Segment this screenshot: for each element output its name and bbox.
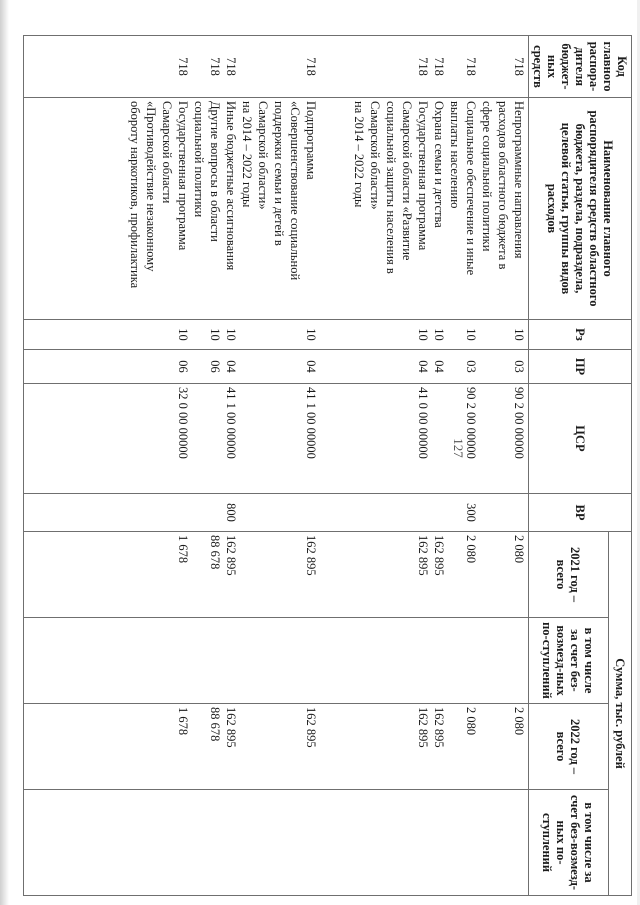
free-2021-cell	[24, 618, 529, 704]
pr-line	[350, 353, 366, 380]
y2022-total-line: 162 895	[224, 707, 238, 748]
header-2021-total: 2021 год – всего	[529, 532, 609, 618]
y2021-free-line	[366, 621, 382, 700]
pr-line	[382, 353, 398, 380]
csr-line	[126, 387, 142, 490]
csr-line	[270, 387, 286, 490]
code-cell	[24, 36, 529, 98]
pr-line	[238, 353, 254, 380]
vr-line	[398, 497, 414, 528]
code-line	[318, 39, 334, 94]
name-line: Иные бюджетные ассигнования	[224, 101, 238, 271]
name-line: сфере социальной политики	[480, 101, 494, 252]
code-line	[478, 39, 494, 94]
vr-line	[366, 497, 382, 528]
y2022-free-line	[334, 793, 350, 892]
y2021-total-line: 162 895	[432, 535, 446, 576]
vr-line	[190, 497, 206, 528]
y2021-free-line	[206, 621, 222, 700]
y2021-free-line	[350, 621, 366, 700]
y2022-total-line	[382, 707, 398, 786]
header-vr: ВР	[529, 494, 632, 532]
y2022-total-line	[190, 707, 206, 786]
csr-line	[334, 387, 350, 490]
y2022-free-line	[142, 793, 158, 892]
y2022-free-line	[446, 793, 462, 892]
code-line	[334, 39, 350, 94]
y2022-total-line: 162 895	[416, 707, 430, 748]
csr-line	[398, 387, 414, 490]
rz-line	[254, 323, 270, 346]
y2022-total-line	[126, 707, 142, 786]
csr-line: 41 0 00 00000	[416, 387, 430, 459]
y2022-free-line	[318, 793, 334, 892]
budget-table	[23, 35, 632, 896]
y2021-total-line	[366, 535, 382, 614]
pr-line	[398, 353, 414, 380]
rz-line	[446, 323, 462, 346]
rz-cell	[24, 320, 529, 350]
y2021-free-line	[318, 621, 334, 700]
y2021-free-line	[142, 621, 158, 700]
code-line	[446, 39, 462, 94]
name-line: выплаты населению	[448, 101, 462, 209]
csr-line: 90 2 00 00000	[464, 387, 478, 459]
vr-line	[206, 497, 222, 528]
pr-line: 03	[512, 360, 526, 373]
y2021-free-line	[334, 621, 350, 700]
y2022-total-line: 2 080	[512, 707, 526, 736]
name-line: на 2014 – 2022 годы	[352, 101, 366, 208]
y2022-free-line	[158, 793, 174, 892]
pr-line	[334, 353, 350, 380]
vr-line	[286, 497, 302, 528]
rz-line	[334, 323, 350, 346]
vr-line	[318, 497, 334, 528]
y2021-total-line: 162 895	[304, 535, 318, 576]
y2021-total-line: 2 080	[464, 535, 478, 564]
y2021-free-line	[254, 621, 270, 700]
y2022-total-line: 162 895	[432, 707, 446, 748]
csr-line: 32 0 00 00000	[176, 387, 190, 459]
y2021-free-line	[270, 621, 286, 700]
table-body	[24, 36, 529, 896]
y2021-total-line	[334, 535, 350, 614]
y2022-free-line	[478, 793, 494, 892]
y2021-total-line	[270, 535, 286, 614]
vr-line	[158, 497, 174, 528]
vr-line	[174, 497, 190, 528]
y2021-free-line	[158, 621, 174, 700]
pr-cell	[24, 350, 529, 384]
y2021-free-line	[446, 621, 462, 700]
code-line: 718	[416, 57, 430, 76]
y2022-free-line	[430, 793, 446, 892]
vr-line: 800	[224, 503, 238, 522]
name-line: социальной защиты населения в	[384, 101, 398, 274]
y2021-free-line	[238, 621, 254, 700]
y2021-total-line	[238, 535, 254, 614]
y2021-total-line	[478, 535, 494, 614]
free-2022-cell	[24, 790, 529, 896]
total-2021-cell	[24, 532, 529, 618]
csr-line: 41 1 00 00000	[224, 387, 238, 459]
y2021-free-line	[222, 621, 238, 700]
rz-line	[350, 323, 366, 346]
rz-line: 10	[176, 328, 190, 341]
rz-line	[142, 323, 158, 346]
rz-line: 10	[224, 328, 238, 341]
pr-line	[366, 353, 382, 380]
rz-line	[398, 323, 414, 346]
y2021-total-line	[318, 535, 334, 614]
pr-line	[142, 353, 158, 380]
rz-line	[286, 323, 302, 346]
pr-line	[286, 353, 302, 380]
y2022-free-line	[398, 793, 414, 892]
rz-line	[366, 323, 382, 346]
name-line: Охрана семьи и детства	[432, 101, 446, 228]
csr-line	[350, 387, 366, 490]
csr-line	[478, 387, 494, 490]
y2021-free-line	[190, 621, 206, 700]
y2022-free-line	[222, 793, 238, 892]
code-line	[238, 39, 254, 94]
code-line: 718	[512, 57, 526, 76]
pr-line: 06	[208, 360, 222, 373]
y2021-free-line	[430, 621, 446, 700]
vr-line: 300	[464, 503, 478, 522]
table-row	[24, 36, 529, 896]
y2022-free-line	[270, 793, 286, 892]
pr-line	[158, 353, 174, 380]
y2022-free-line	[174, 793, 190, 892]
header-csr: ЦСР	[529, 384, 632, 494]
code-line: 718	[208, 57, 222, 76]
name-line: «Противодействие незаконному	[144, 101, 158, 272]
code-line: 718	[304, 57, 318, 76]
y2021-free-line	[510, 621, 526, 700]
y2022-total-line	[478, 707, 494, 786]
y2022-total-line	[334, 707, 350, 786]
document-table-region	[42, 35, 632, 895]
y2021-free-line	[462, 621, 478, 700]
rz-line	[238, 323, 254, 346]
code-line	[190, 39, 206, 94]
csr-line	[366, 387, 382, 490]
y2021-free-line	[286, 621, 302, 700]
y2021-total-line	[254, 535, 270, 614]
name-line: Непрограммные направления	[512, 101, 526, 259]
vr-line	[446, 497, 462, 528]
code-line	[254, 39, 270, 94]
y2022-free-line	[366, 793, 382, 892]
pr-line	[318, 353, 334, 380]
y2022-total-line	[318, 707, 334, 786]
csr-line	[318, 387, 334, 490]
csr-line: 41 1 00 00000	[304, 387, 318, 459]
pr-line: 04	[304, 360, 318, 373]
y2021-total-line	[126, 535, 142, 614]
y2021-total-line	[190, 535, 206, 614]
vr-line	[382, 497, 398, 528]
y2022-free-line	[126, 793, 142, 892]
csr-line	[430, 387, 446, 490]
y2022-free-line	[462, 793, 478, 892]
code-line	[270, 39, 286, 94]
y2021-free-line	[398, 621, 414, 700]
y2022-total-line	[286, 707, 302, 786]
pr-line: 04	[432, 360, 446, 373]
y2022-total-line	[494, 707, 510, 786]
y2022-free-line	[510, 793, 526, 892]
code-line	[382, 39, 398, 94]
csr-line	[238, 387, 254, 490]
vr-line	[430, 497, 446, 528]
code-line	[158, 39, 174, 94]
pr-line: 04	[224, 360, 238, 373]
y2021-free-line	[478, 621, 494, 700]
y2021-free-line	[414, 621, 430, 700]
code-line: 718	[224, 57, 238, 76]
pr-line	[254, 353, 270, 380]
header-code: Код главного распора-дителя бюджет-ных средств	[529, 36, 632, 98]
csr-line	[158, 387, 174, 490]
vr-line	[510, 497, 526, 528]
name-line: поддержки семьи и детей в	[272, 101, 286, 246]
pr-line	[190, 353, 206, 380]
vr-line	[350, 497, 366, 528]
y2022-total-line	[446, 707, 462, 786]
csr-line	[254, 387, 270, 490]
rz-line	[190, 323, 206, 346]
rz-line: 10	[208, 328, 222, 341]
vr-line	[126, 497, 142, 528]
y2022-free-line	[206, 793, 222, 892]
header-sum-group: Сумма, тыс. рублей	[609, 532, 632, 896]
vr-line	[142, 497, 158, 528]
vr-line	[414, 497, 430, 528]
code-line: 718	[432, 57, 446, 76]
csr-cell	[24, 384, 529, 494]
y2021-total-line	[446, 535, 462, 614]
name-line: на 2014 – 2022 годы	[240, 101, 254, 208]
name-line: Государственная программа	[416, 101, 430, 251]
header-2021-free: в том числе за счет без-возмезд-ных по-ступлений	[529, 618, 609, 704]
rz-line	[318, 323, 334, 346]
vr-line	[254, 497, 270, 528]
y2021-total-line	[350, 535, 366, 614]
rz-line	[270, 323, 286, 346]
y2022-total-line: 1 678	[176, 707, 190, 736]
pr-line: 03	[464, 360, 478, 373]
y2021-total-line	[158, 535, 174, 614]
pr-line	[478, 353, 494, 380]
y2022-free-line	[238, 793, 254, 892]
y2021-total-line: 1 678	[176, 535, 190, 564]
y2022-free-line	[494, 793, 510, 892]
y2022-free-line	[350, 793, 366, 892]
pr-line: 04	[416, 360, 430, 373]
y2022-free-line	[382, 793, 398, 892]
y2022-free-line	[254, 793, 270, 892]
name-line: обороту наркотиков, профилактика	[128, 101, 142, 289]
rz-line: 10	[464, 328, 478, 341]
total-2022-cell	[24, 704, 529, 790]
y2022-total-line: 2 080	[464, 707, 478, 736]
rz-line	[478, 323, 494, 346]
name-line: Государственная программа	[176, 101, 190, 251]
scan-edge	[0, 0, 9, 905]
y2021-free-line	[174, 621, 190, 700]
name-line: «Совершенствование социальной	[288, 101, 302, 281]
rz-line	[158, 323, 174, 346]
name-line: социальной политики	[192, 101, 206, 218]
vr-line	[238, 497, 254, 528]
name-line	[318, 101, 334, 316]
csr-line	[190, 387, 206, 490]
header-2022-free: в том числе за счет без-возмезд-ных по-ступлений	[529, 790, 609, 896]
y2021-free-line	[126, 621, 142, 700]
y2022-total-line	[270, 707, 286, 786]
code-line: 718	[176, 57, 190, 76]
code-line	[126, 39, 142, 94]
rotated-table-wrapper	[42, 35, 632, 895]
vr-line	[494, 497, 510, 528]
header-name: Наименование главного распорядителя средств областного бюджета, раздела, подраздела, целевой статьи, группы видов расходов	[529, 98, 632, 320]
name-line: Другие вопросы в области	[208, 101, 222, 242]
y2022-total-line: 162 895	[304, 707, 318, 748]
y2021-free-line	[494, 621, 510, 700]
code-line	[366, 39, 382, 94]
y2022-total-line	[158, 707, 174, 786]
y2022-free-line	[190, 793, 206, 892]
pr-line	[270, 353, 286, 380]
csr-line	[206, 387, 222, 490]
code-line: 718	[464, 57, 478, 76]
name-line: Самарской области	[160, 101, 174, 204]
y2021-free-line	[382, 621, 398, 700]
header-rz: Рз	[529, 320, 632, 350]
header-2022-total: 2022 год – всего	[529, 704, 609, 790]
csr-line	[494, 387, 510, 490]
code-line	[350, 39, 366, 94]
y2022-total-line	[142, 707, 158, 786]
csr-line	[286, 387, 302, 490]
rz-line: 10	[416, 328, 430, 341]
y2021-total-line: 162 895	[416, 535, 430, 576]
name-line: Самарской области «Развитие	[400, 101, 414, 261]
y2021-total-line	[398, 535, 414, 614]
csr-line	[382, 387, 398, 490]
page-number: 127	[451, 438, 466, 458]
y2022-total-line	[238, 707, 254, 786]
rz-line	[126, 323, 142, 346]
y2022-total-line	[366, 707, 382, 786]
rz-line: 10	[432, 328, 446, 341]
y2021-total-line: 2 080	[512, 535, 526, 564]
code-line	[142, 39, 158, 94]
y2021-total-line	[286, 535, 302, 614]
y2021-total-line	[142, 535, 158, 614]
y2022-total-line	[254, 707, 270, 786]
y2022-total-line	[350, 707, 366, 786]
pr-line	[446, 353, 462, 380]
name-line: Самарской области»	[256, 101, 270, 210]
vr-line	[334, 497, 350, 528]
rz-line: 10	[304, 328, 318, 341]
y2022-total-line: 88 678	[208, 707, 222, 742]
y2022-total-line	[398, 707, 414, 786]
csr-line	[142, 387, 158, 490]
name-line	[334, 101, 350, 316]
y2022-free-line	[414, 793, 430, 892]
pr-line	[494, 353, 510, 380]
name-line: расходов областного бюджета в	[496, 101, 510, 270]
y2021-total-line: 162 895	[224, 535, 238, 576]
vr-cell	[24, 494, 529, 532]
pr-line: 06	[176, 360, 190, 373]
name-line: Самарской области»	[368, 101, 382, 210]
y2021-total-line	[494, 535, 510, 614]
csr-line	[446, 387, 462, 490]
pr-line	[126, 353, 142, 380]
code-line	[494, 39, 510, 94]
name-line: Социальное обеспечение и иные	[464, 101, 478, 276]
y2021-total-line	[382, 535, 398, 614]
rz-line	[494, 323, 510, 346]
name-line: Подпрограмма	[304, 101, 318, 180]
y2022-free-line	[286, 793, 302, 892]
vr-line	[270, 497, 286, 528]
header-pr: ПР	[529, 350, 632, 384]
name-cell	[24, 98, 529, 320]
vr-line	[478, 497, 494, 528]
csr-line: 90 2 00 00000	[512, 387, 526, 459]
rz-line: 10	[512, 328, 526, 341]
y2022-free-line	[302, 793, 318, 892]
y2021-total-line: 88 678	[208, 535, 222, 570]
code-line	[286, 39, 302, 94]
y2021-free-line	[302, 621, 318, 700]
vr-line	[302, 497, 318, 528]
code-line	[398, 39, 414, 94]
rz-line	[382, 323, 398, 346]
